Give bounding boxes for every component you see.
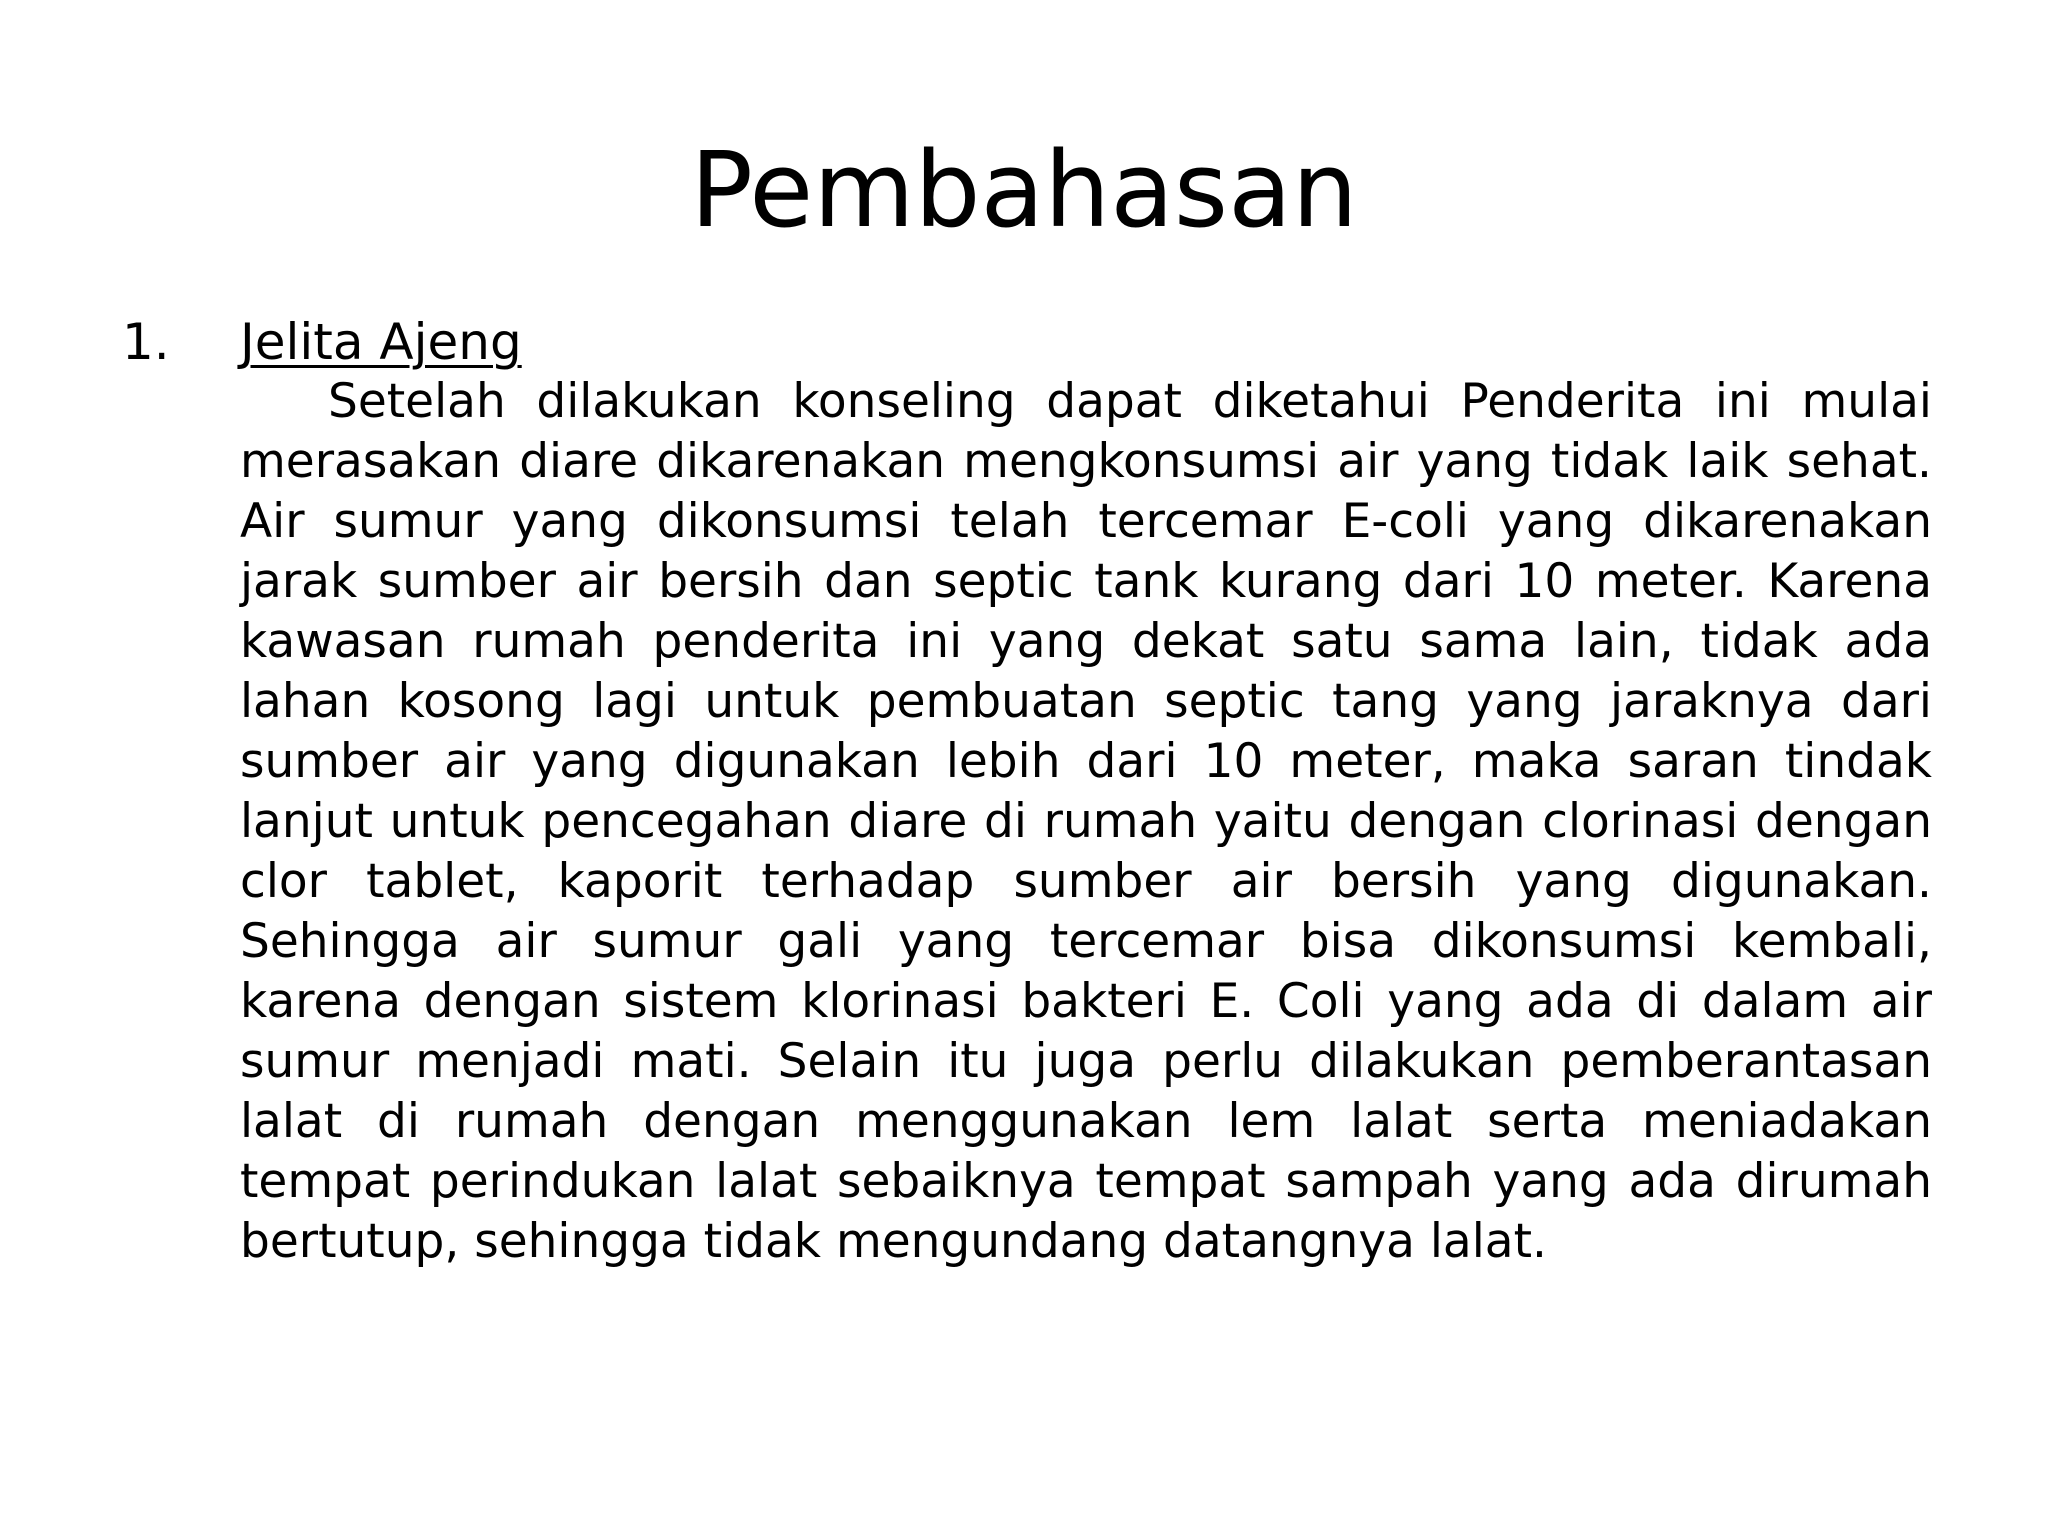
list-item-number: 1.	[122, 313, 170, 371]
list-item-content	[240, 312, 1932, 1272]
list-item-paragraph: Setelah dilakukan konseling dapat diketahui Penderita ini mulai merasakan diare dikarenakan mengkonsumsi air yang tidak laik sehat. Air sumur yang dikonsumsi telah tercemar E-coli yang dikarenakan jarak sumber air bersih dan septic tank kurang dari 10 meter. Karena kawasan rumah penderita ini yang dekat satu sama lain, tidak ada lahan kosong lagi untuk pembuatan septic tang yang jaraknya dari sumber air yang digunakan lebih dari 10 meter, maka saran tindak lanjut untuk pencegahan diare di rumah yaitu dengan clorinasi dengan clor tablet, kaporit terhadap sumber air bersih yang digunakan. Sehingga air sumur gali yang tercemar bisa dikonsumsi kembali, karena dengan sistem klorinasi bakteri E. Coli yang ada di dalam air sumur menjadi mati. Selain itu juga perlu dilakukan pemberantasan lalat di rumah dengan menggunakan lem lalat serta meniadakan tempat perindukan lalat sebaiknya tempat sampah yang ada dirumah bertutup, sehingga tidak mengundang datangnya lalat.	[240, 374, 1932, 1269]
slide-title: Pembahasan	[690, 129, 1358, 251]
list-item-heading: Jelita Ajeng	[240, 313, 522, 371]
